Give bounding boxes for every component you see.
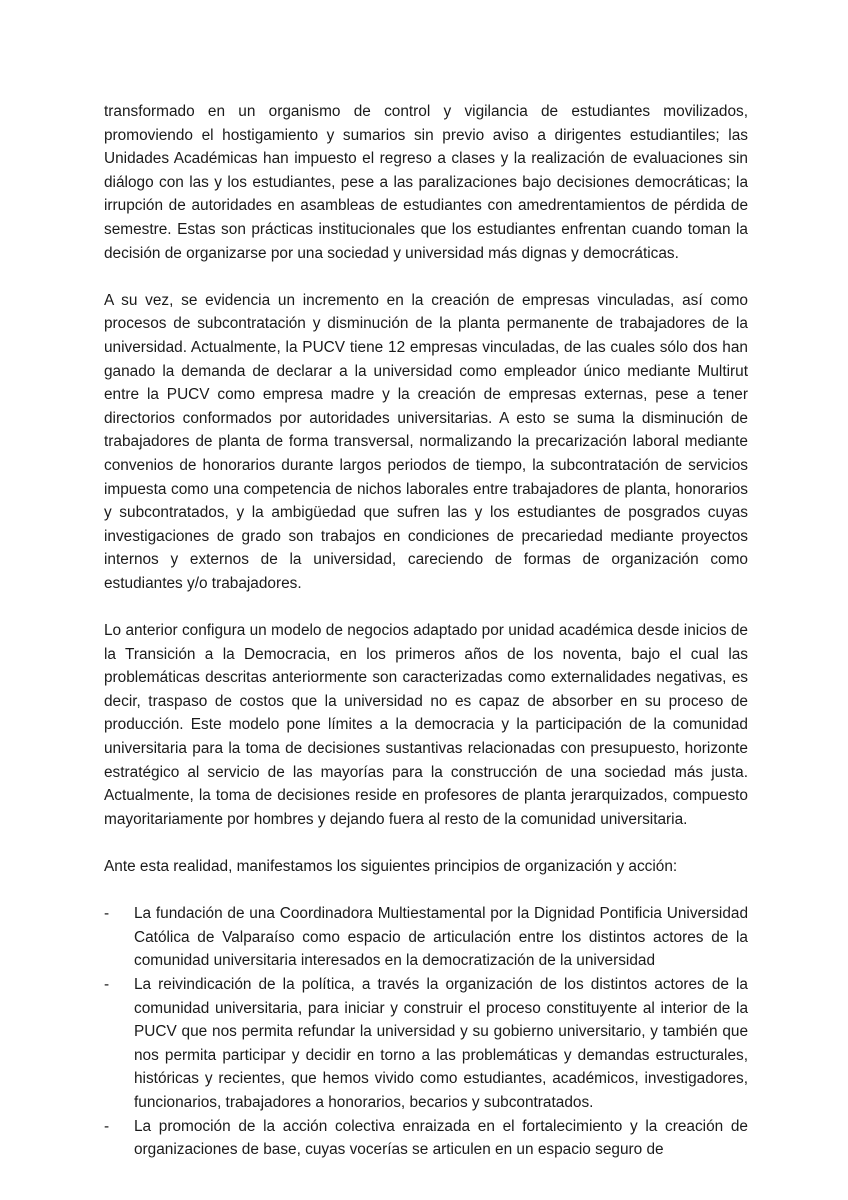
list-item-text: La reivindicación de la política, a través la organización de los distintos actores de la comunidad universitaria, para iniciar y construir el proceso constituyente al interior de la PUCV que nos permita refundar la universidad y su gobierno universitario, y también que nos permita participar y decidir en torno a las problemáticas y demandas estructurales, históricas y recientes, que hemos vivido como estudiantes, académicos, investigadores, funcionarios, trabajadores a honorarios, becarios y subcontratados. (134, 975, 748, 1111)
list-marker: - (104, 975, 110, 993)
principles-list (104, 902, 748, 1162)
list-marker: - (104, 905, 110, 923)
paragraph-4: Ante esta realidad, manifestamos los siguientes principios de organización y acción: (104, 858, 678, 875)
list-item-text: La promoción de la acción colectiva enraizada en el fortalecimiento y la creación de organizaciones de base, cuyas vocerías se articulen en un espacio seguro de (134, 1117, 748, 1159)
paragraph-1: transformado en un organismo de control y vigilancia de estudiantes movilizados, promoviendo el hostigamiento y sumarios sin previo aviso a dirigentes estudiantiles; las Unidades Académicas han impuesto el regreso a clases y la realización de evaluaciones sin diálogo con las y los estudiantes, pese a las paralizaciones bajo decisiones democráticas; la irrupción de autoridades en asambleas de estudiantes con amedrentamientos de pérdida de semestre. Estas son prácticas institucionales que los estudiantes enfrentan cuando toman la decisión de organizarse por una sociedad y universidad más dignas y democráticas. (104, 103, 748, 262)
list-item (104, 902, 748, 973)
paragraph-3: Lo anterior configura un modelo de negocios adaptado por unidad académica desde inicios de la Transición a la Democracia, en los primeros años de los noventa, bajo el cual las problemáticas descritas anteriormente son caracterizadas como externalidades negativas, es decir, traspaso de costos que la universidad no es capaz de absorber en su proceso de producción. Este modelo pone límites a la democracia y la participación de la comunidad universitaria para la toma de decisiones sustantivas relacionadas con presupuesto, horizonte estratégico al servicio de las mayorías para la construcción de una sociedad más justa. Actualmente, la toma de decisiones reside en profesores de planta jerarquizados, compuesto mayoritariamente por hombres y dejando fuera al resto de la comunidad universitaria. (104, 622, 748, 828)
document-body (104, 100, 748, 1162)
paragraph-2: A su vez, se evidencia un incremento en la creación de empresas vinculadas, así como procesos de subcontratación y disminución de la planta permanente de trabajadores de la universidad. Actualmente, la PUCV tiene 12 empresas vinculadas, de las cuales sólo dos han ganado la demanda de declarar a la universidad como empleador único mediante Multirut entre la PUCV como empresa madre y la creación de empresas externas, pese a tener directorios conformados por autoridades universitarias. A esto se suma la disminución de trabajadores de planta de forma transversal, normalizando la precarización laboral mediante convenios de honorarios durante largos periodos de tiempo, la subcontratación de servicios impuesta como una competencia de nichos laborales entre trabajadores de planta, honorarios y subcontratados, y la ambigüedad que sufren las y los estudiantes de posgrados cuyas investigaciones de grado son trabajos en condiciones de precariedad mediante proyectos internos y externos de la universidad, careciendo de formas de organización como estudiantes y/o trabajadores. (104, 291, 748, 592)
list-item-text: La fundación de una Coordinadora Multiestamental por la Dignidad Pontificia Universidad Católica de Valparaíso como espacio de articulación entre los distintos actores de la comunidad universitaria interesados en la democratización de la universidad (134, 905, 748, 970)
list-marker: - (104, 1117, 110, 1135)
list-item (104, 973, 748, 1115)
list-item (104, 1115, 748, 1162)
